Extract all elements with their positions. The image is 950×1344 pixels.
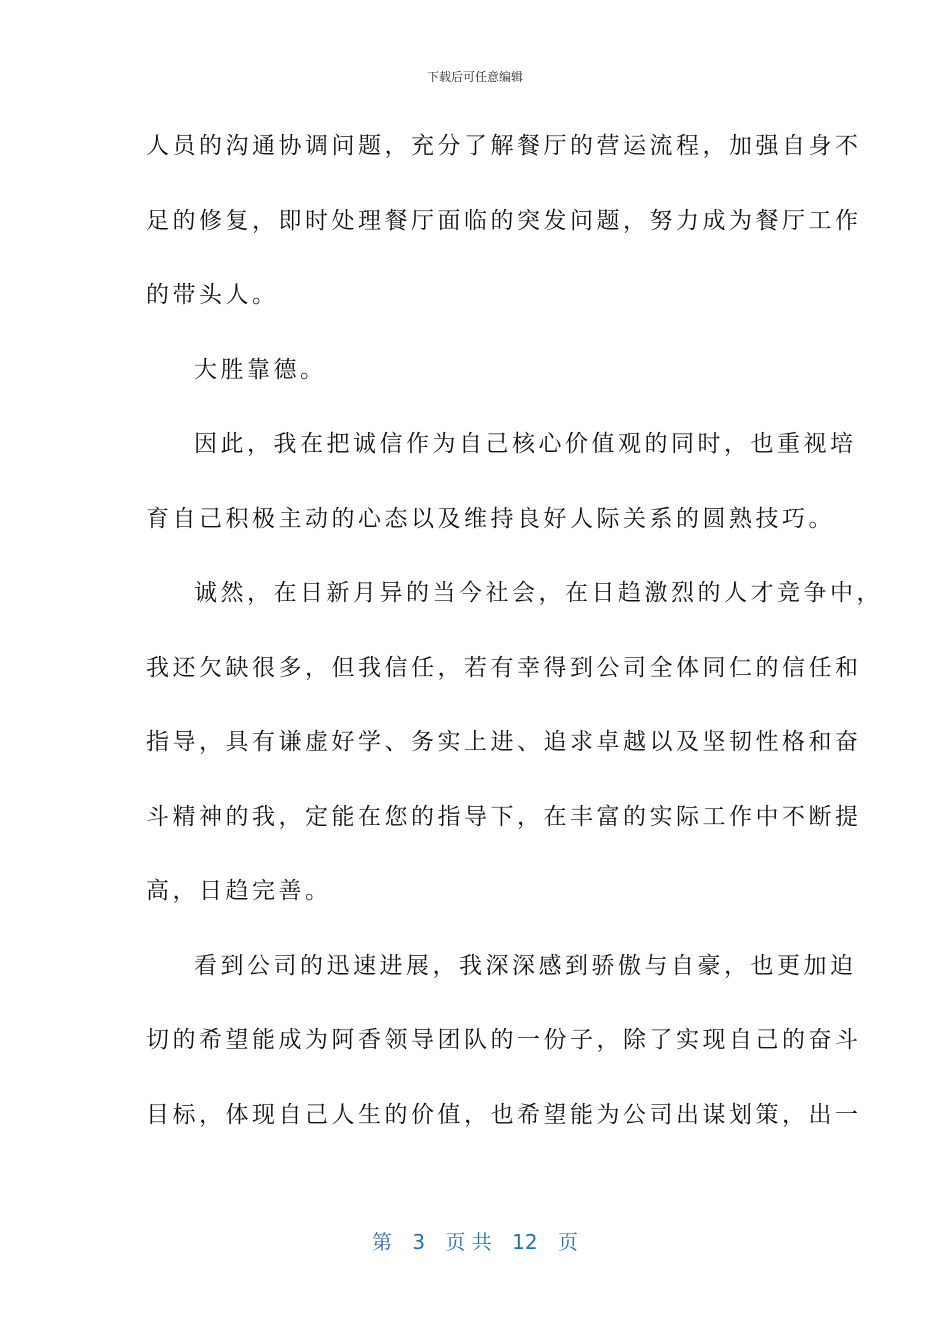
text-line: 我还欠缺很多，但我信任，若有幸得到公司全体同仁的信任和	[146, 654, 862, 681]
document-body	[146, 128, 883, 1171]
page-current: 3	[412, 1230, 426, 1254]
text-line: 目标，体现自己人生的价值，也希望能为公司出谋划策，出一	[146, 1101, 862, 1128]
header-note: 下载后可任意编辑	[426, 70, 523, 84]
page-number-footer	[0, 1226, 950, 1255]
paragraph-start-line: 大胜靠德。	[194, 356, 327, 383]
page-suffix: 页	[557, 1230, 578, 1254]
text-line: 的带头人。	[146, 282, 279, 308]
text-line: 切的希望能成为阿香领导团队的一份子，除了实现自己的奋斗	[146, 1027, 862, 1053]
text-line: 指导，具有谦虚好学、务实上进、追求卓越以及坚韧性格和奋	[146, 729, 862, 755]
text-line: 人员的沟通协调问题，充分了解餐厅的营运流程，加强自身不	[146, 133, 862, 159]
paragraph-start-line: 诚然，在日新月异的当今社会，在日趋激烈的人才竞争中，	[194, 580, 883, 606]
text-line: 高，日趋完善。	[146, 878, 332, 904]
page-middle: 页 共	[445, 1230, 492, 1254]
paragraph-start-line: 因此，我在把诚信作为自己核心价值观的同时，也重视培	[194, 431, 857, 457]
page-total: 12	[512, 1230, 538, 1254]
text-line: 育自己积极主动的心态以及维持良好人际关系的圆熟技巧。	[146, 505, 835, 532]
text-line: 足的修复，即时处理餐厅面临的突发问题，努力成为餐厅工作	[146, 207, 862, 234]
text-line: 斗精神的我，定能在您的指导下，在丰富的实际工作中不断提	[146, 803, 862, 830]
paragraph-start-line: 看到公司的迅速进展，我深深感到骄傲与自豪，也更加迫	[194, 952, 857, 979]
page-prefix: 第	[372, 1230, 392, 1254]
